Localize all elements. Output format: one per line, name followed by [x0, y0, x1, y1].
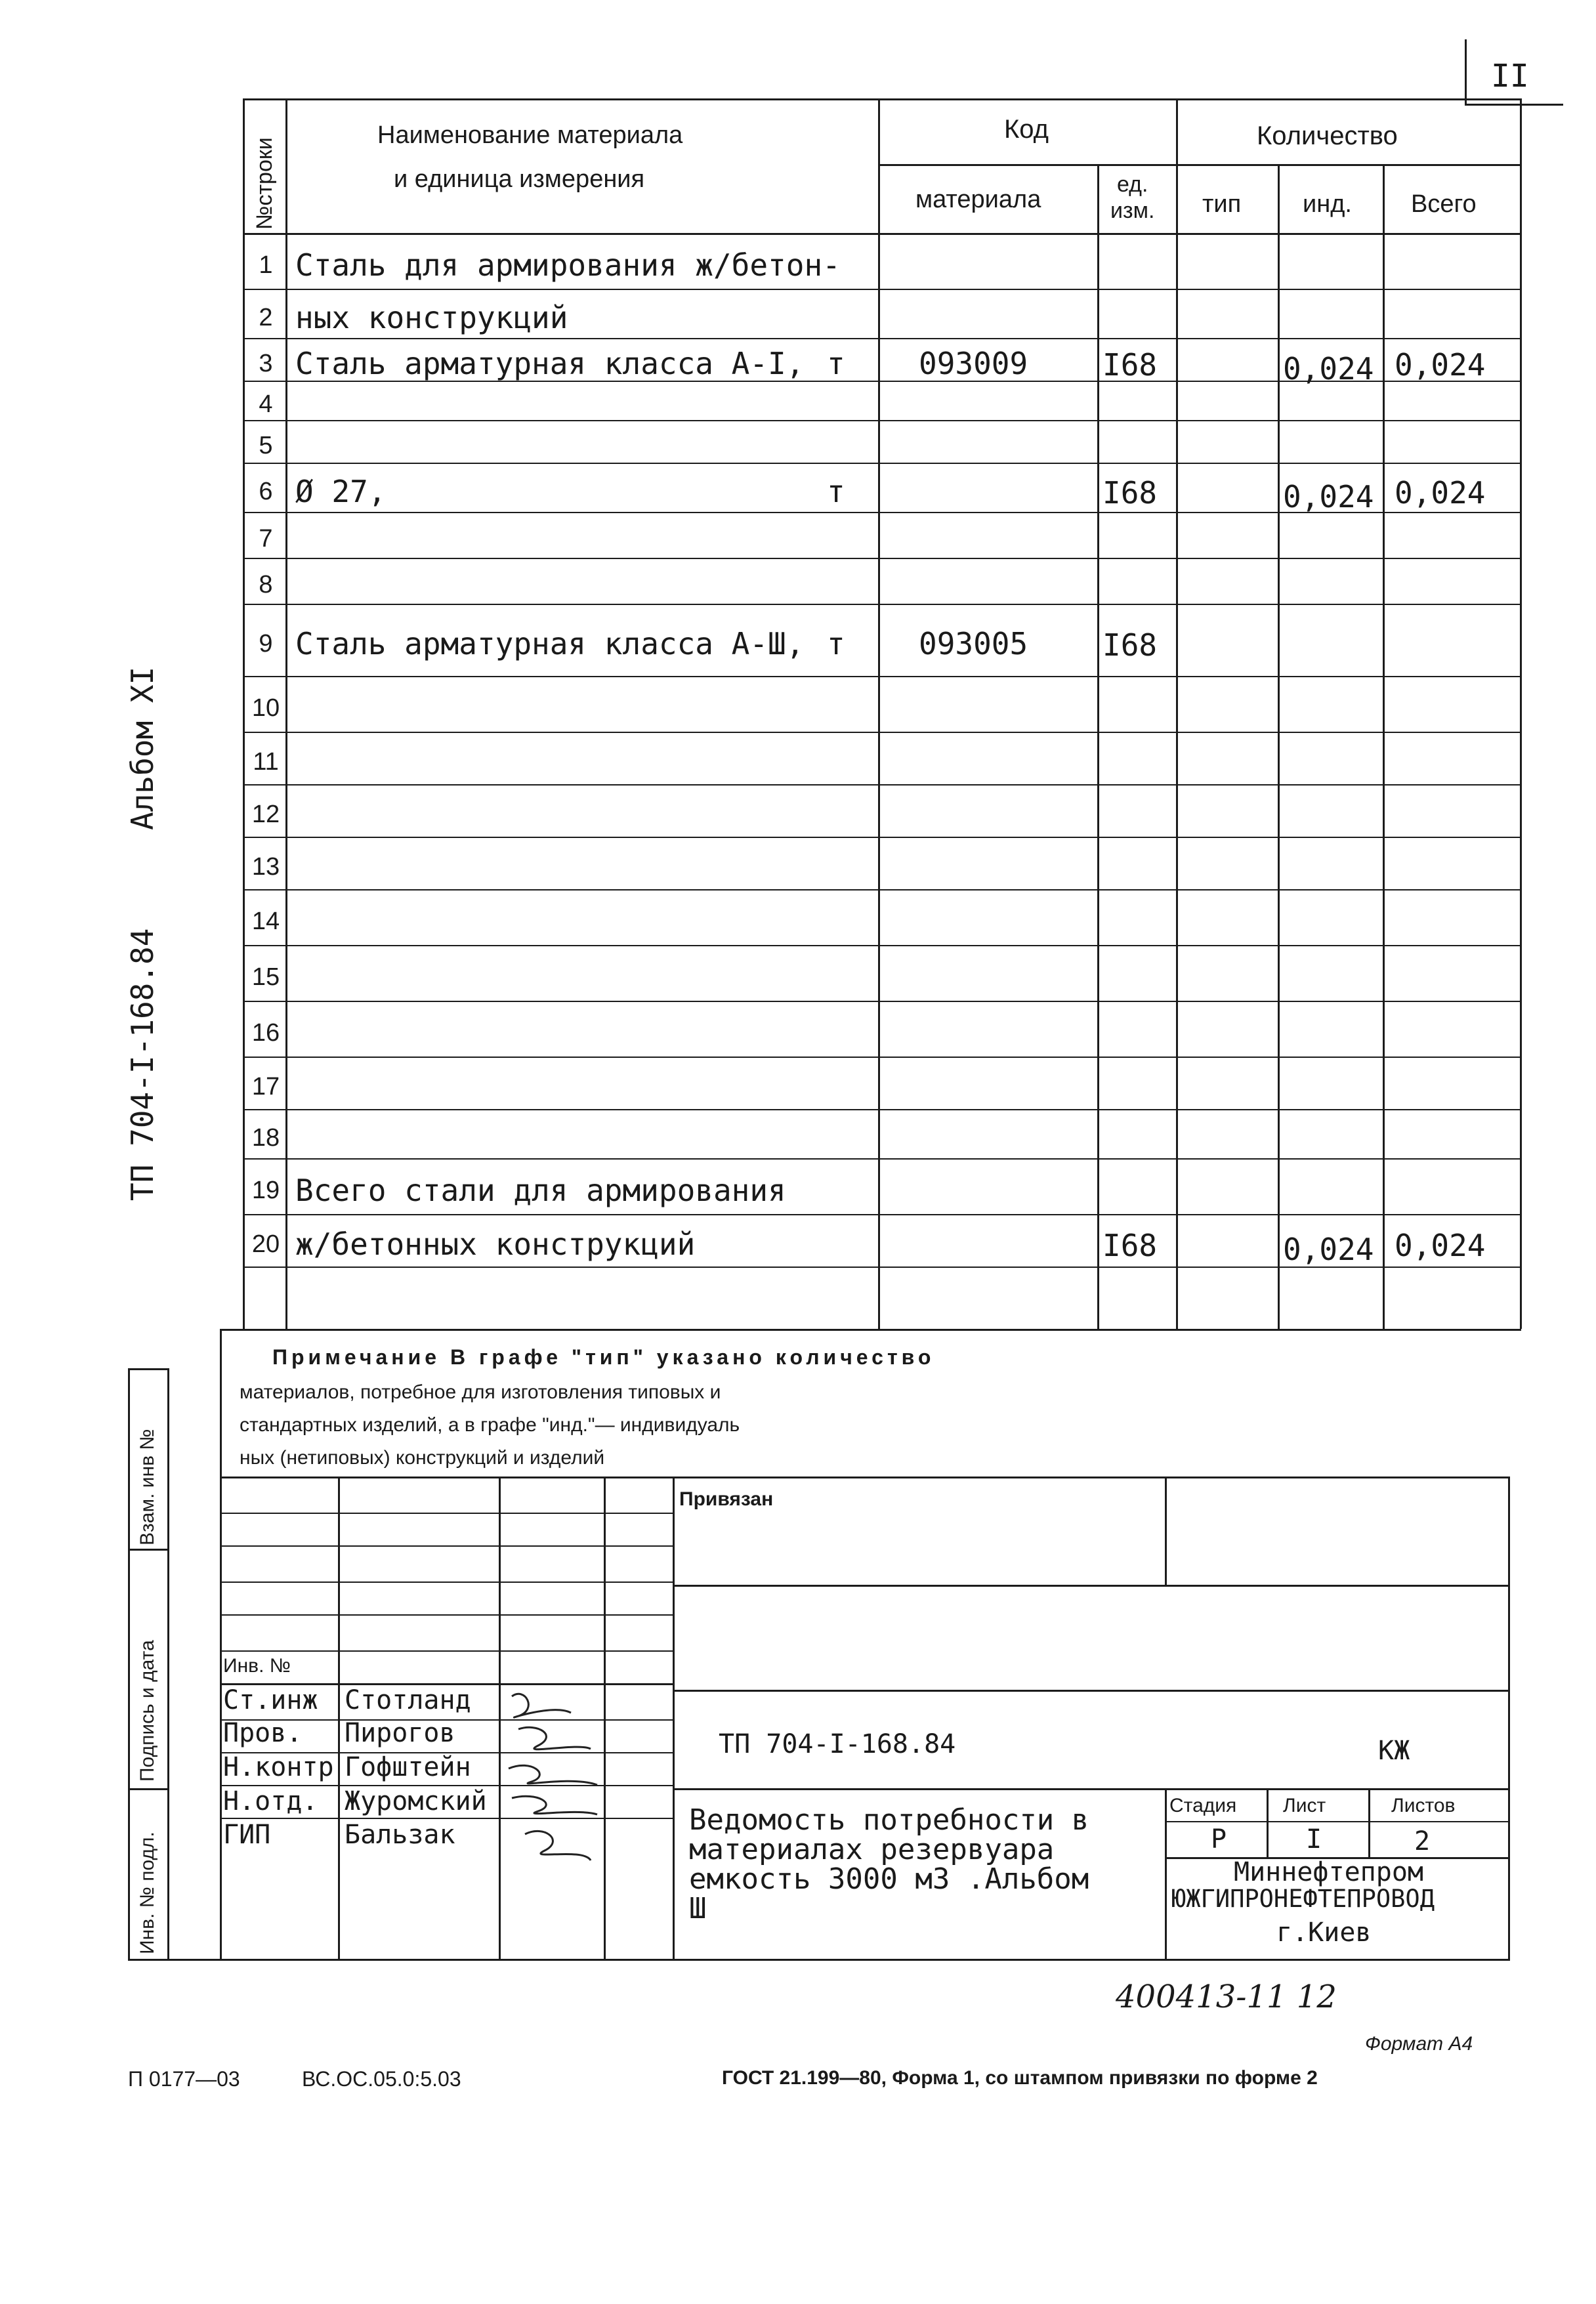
cell-n: 5	[259, 431, 273, 459]
cell-unit: I68	[1102, 474, 1158, 511]
header-code: Код	[1004, 115, 1049, 144]
row-divider	[243, 1109, 1521, 1110]
cell-name: Сталь арматурная класса А-I,	[295, 345, 805, 381]
cell-unit-label: т	[827, 345, 845, 381]
note-line1: Примечание В графе "тип" указано количество	[272, 1345, 935, 1369]
stage-value: Р	[1211, 1824, 1227, 1854]
row-divider	[243, 1001, 1521, 1002]
title-line3: емкость 3000 м3 .Альбом	[689, 1862, 1089, 1896]
cell-n: 17	[251, 1073, 280, 1100]
sheets-label: Листов	[1391, 1795, 1456, 1816]
row-divider	[243, 338, 1521, 339]
row-divider	[243, 289, 1521, 290]
title-line1: Ведомость потребности в	[689, 1803, 1089, 1837]
row-divider	[243, 420, 1521, 421]
header-qty: Количество	[1257, 121, 1398, 150]
cell-total: 0,024	[1395, 1228, 1486, 1263]
cell-name: Всего стали для армирования	[295, 1172, 786, 1208]
header-qty-type: тип	[1202, 190, 1242, 218]
stamp-role: Н.отд.	[223, 1786, 318, 1816]
title-line4: Ш	[689, 1892, 707, 1925]
note-line2: материалов, потребное для изготовления типовых и	[240, 1381, 721, 1403]
cell-n: 12	[251, 801, 280, 828]
header-code-material: материала	[915, 186, 1041, 213]
cell-name: Сталь для армирования ж/бетон-	[295, 247, 841, 283]
side-code-label: ТП 704-I-168.84	[125, 928, 160, 1201]
stamp-role: ГИП	[223, 1820, 271, 1850]
side-inv-podl: Инв. № подл.	[136, 1832, 158, 1954]
cell-unit: I68	[1102, 346, 1158, 383]
row-divider	[243, 837, 1521, 838]
doc-mark: КЖ	[1378, 1736, 1410, 1766]
cell-n: 14	[251, 907, 280, 935]
handwritten-number: 400413-11 12	[1116, 1979, 1337, 2015]
stamp-person-name: Пирогов	[345, 1718, 455, 1748]
header-name-line1: Наименование материала	[377, 121, 683, 149]
cell-name: ных конструкций	[295, 299, 568, 335]
cell-n: 9	[259, 630, 273, 658]
stamp-person-name: Стотланд	[345, 1685, 471, 1715]
cell-unit: I68	[1102, 1228, 1158, 1263]
cell-name: ж/бетонных конструкций	[295, 1226, 696, 1262]
sheets-value: 2	[1414, 1826, 1431, 1856]
row-divider	[243, 784, 1521, 785]
header-code-unit-2: изм.	[1110, 198, 1155, 223]
privyazan-label: Привязан	[679, 1488, 774, 1510]
header-qty-total: Всего	[1411, 190, 1477, 218]
stamp-person-name: Журомский	[345, 1786, 487, 1816]
cell-n: 7	[259, 525, 273, 553]
row-divider	[243, 1158, 1521, 1160]
row-divider	[243, 1057, 1521, 1058]
cell-n: 1	[259, 251, 273, 279]
inv-no-label: Инв. №	[223, 1655, 291, 1677]
cell-n: 13	[251, 853, 280, 881]
stamp-person-name: Гофштейн	[345, 1752, 471, 1782]
row-divider	[243, 463, 1521, 464]
format-label: Формат А4	[1365, 2033, 1473, 2055]
cell-name: Ø 27,	[295, 473, 387, 509]
cell-total: 0,024	[1395, 474, 1486, 511]
cell-n: 18	[251, 1123, 280, 1152]
stamp-role: Ст.инж	[223, 1685, 318, 1715]
row-divider	[243, 604, 1521, 605]
footer-mid-code: ВС.ОС.05.0:5.03	[302, 2067, 461, 2091]
header-name-line2: и единица измерения	[394, 165, 645, 193]
footer-left-code: П 0177—03	[128, 2067, 240, 2091]
cell-code: 093005	[919, 626, 1028, 661]
row-divider	[243, 1214, 1521, 1215]
side-podpis: Подпись и дата	[136, 1640, 158, 1782]
stage-label: Стадия	[1169, 1795, 1237, 1816]
cell-n: 4	[259, 390, 273, 418]
cell-n: 16	[251, 1018, 280, 1047]
doc-code: ТП 704-I-168.84	[719, 1729, 956, 1759]
row-divider	[243, 889, 1521, 890]
stamp-role: Пров.	[223, 1718, 303, 1748]
cell-n: 15	[251, 963, 280, 991]
cell-n: 11	[253, 748, 279, 776]
cell-total: 0,024	[1395, 346, 1486, 383]
org-line2: ЮЖГИПРОНЕФТЕПРОВОД	[1171, 1885, 1435, 1913]
cell-n: 6	[259, 477, 273, 505]
side-vzam: Взам. инв №	[136, 1429, 158, 1545]
row-divider	[243, 676, 1521, 677]
side-album-label: Альбом XI	[125, 666, 160, 830]
cell-unit-label: т	[827, 473, 845, 509]
cell-n: 2	[259, 303, 273, 331]
footer-gost: ГОСТ 21.199—80, Форма 1, со штампом привязки по форме 2	[722, 2067, 1318, 2089]
org-line3: г.Киев	[1276, 1917, 1372, 1948]
row-divider	[243, 558, 1521, 559]
row-divider	[243, 945, 1521, 946]
cell-n: 19	[251, 1176, 280, 1204]
title-line2: материалах резервуара	[689, 1833, 1055, 1866]
header-qty-ind: инд.	[1303, 190, 1352, 218]
cell-unit-label: т	[827, 626, 845, 661]
stamp-role: Н.контр	[223, 1752, 334, 1782]
cell-name: Сталь арматурная класса А-Ш,	[295, 626, 805, 661]
cell-n: 3	[259, 349, 273, 377]
cell-code: 093009	[919, 345, 1028, 381]
sheet-mark: II	[1491, 58, 1529, 94]
cell-n: 10	[251, 694, 280, 722]
note-line4: ных (нетиповых) конструкций и изделий	[240, 1447, 605, 1469]
header-rownum: №строки	[252, 137, 277, 230]
header-code-unit-1: ед.	[1117, 172, 1148, 197]
cell-ind: 0,024	[1283, 350, 1374, 387]
note-line3: стандартных изделий, а в графе "инд."— индивидуаль	[240, 1414, 740, 1436]
cell-unit: I68	[1102, 627, 1158, 663]
cell-n: 8	[259, 571, 273, 598]
cell-ind: 0,024	[1283, 478, 1374, 514]
row-divider	[243, 732, 1521, 733]
sheet-value: I	[1306, 1824, 1322, 1854]
sheet-label: Лист	[1283, 1795, 1326, 1816]
stamp-person-name: Бальзак	[345, 1820, 455, 1850]
cell-ind: 0,024	[1283, 1232, 1374, 1267]
cell-n: 20	[251, 1230, 280, 1258]
signature-scribbles	[499, 1683, 610, 1893]
org-line1: Миннефтепром	[1234, 1857, 1423, 1887]
